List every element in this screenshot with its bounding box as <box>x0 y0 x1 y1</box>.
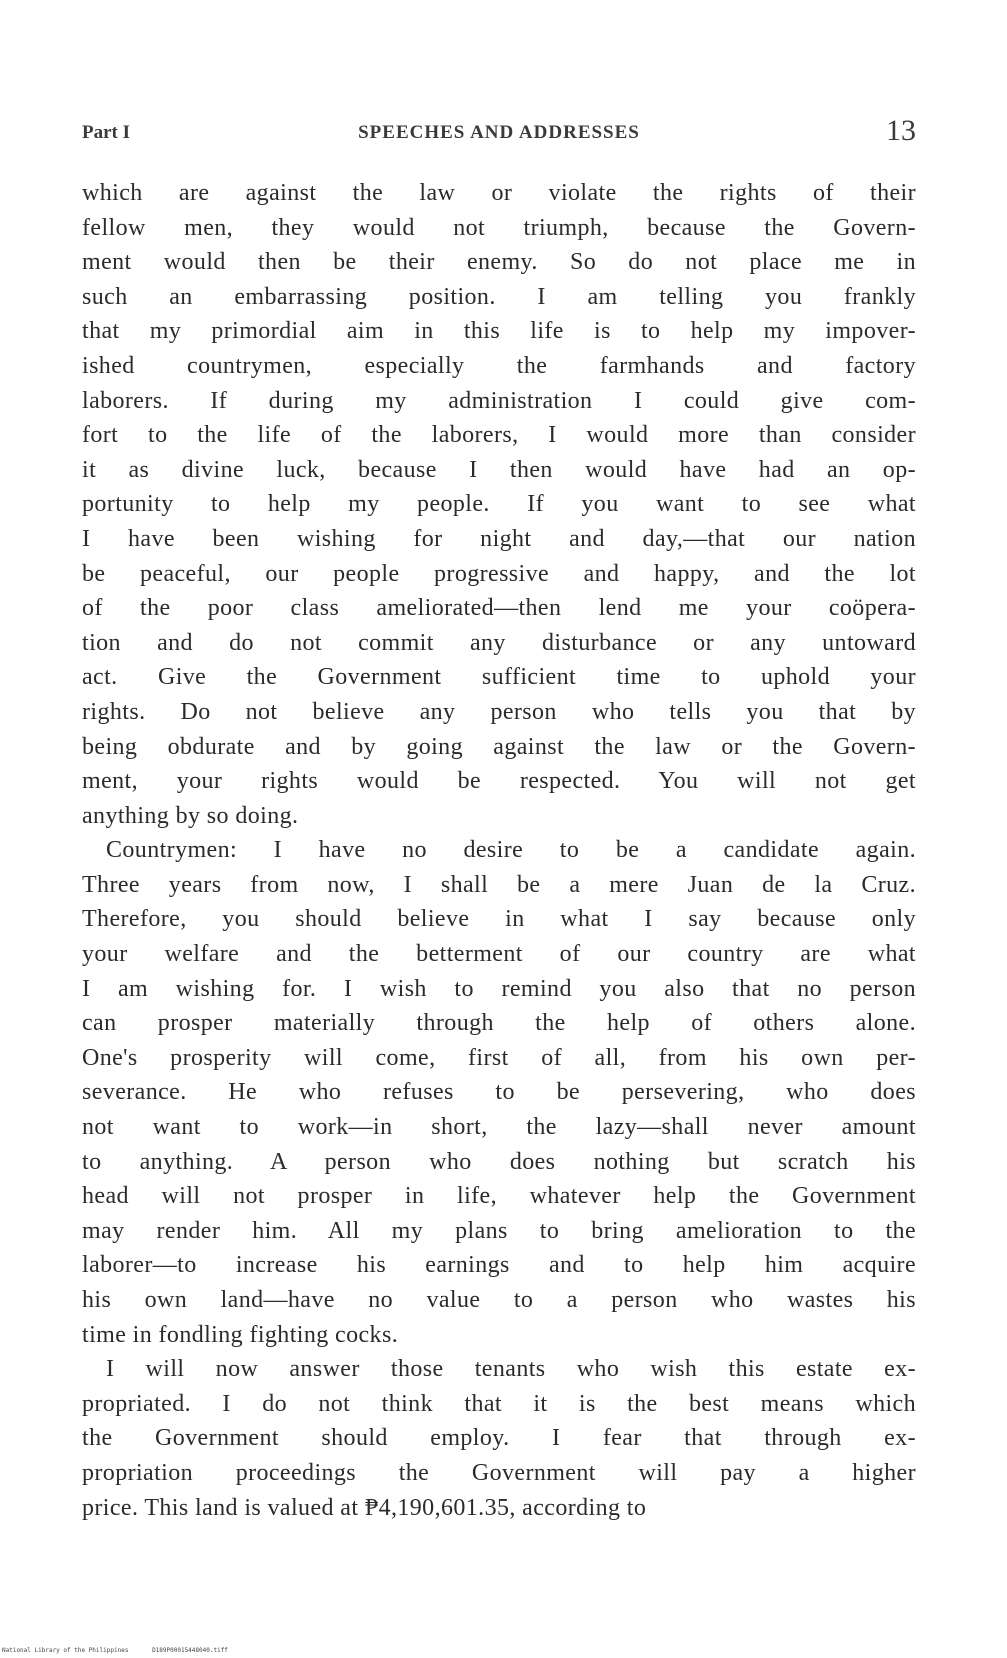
text-line: ment would then be their enemy. So do not place me in <box>82 249 916 276</box>
text-line: head will not prosper in life, whatever help the Government <box>82 1183 916 1210</box>
text-line: laborers. If during my administration I could give com- <box>82 387 916 414</box>
text-line: ment, your rights would be respected. You will not get <box>82 768 916 795</box>
text-line: of the poor class ameliorated—then lend me your coöpera- <box>82 595 916 622</box>
text-line: may render him. All my plans to bring amelioration to the <box>82 1217 916 1244</box>
scan-file-name: D189P00015448040.tiff <box>152 1647 228 1654</box>
scan-footer <box>2 1647 228 1654</box>
text-line: rights. Do not believe any person who tells you that by <box>82 698 916 725</box>
text-line: which are against the law or violate the rights of their <box>82 180 916 206</box>
text-line: One's prosperity will come, first of all, from his own per- <box>82 1044 916 1071</box>
text-line: propriation proceedings the Government will pay a higher <box>82 1459 916 1486</box>
text-line: ished countrymen, especially the farmhands and factory <box>82 352 916 379</box>
text-line: Therefore, you should believe in what I say because only <box>82 906 916 933</box>
text-line: portunity to help my people. If you want to see what <box>82 491 916 518</box>
text-line: be peaceful, our people progressive and happy, and the lot <box>82 560 916 587</box>
text-line: anything by so doing. <box>82 802 299 829</box>
text-line: such an embarrassing position. I am telling you frankly <box>82 283 916 310</box>
library-name: National Library of the Philippines <box>2 1647 129 1654</box>
text-line: fellow men, they would not triumph, because the Govern- <box>82 214 916 241</box>
text-line: being obdurate and by going against the law or the Govern- <box>82 733 916 760</box>
text-line: act. Give the Government sufficient time to uphold your <box>82 664 916 691</box>
running-title: SPEECHES AND ADDRESSES <box>358 122 640 143</box>
page-number: 13 <box>886 114 916 147</box>
paragraph <box>82 176 916 833</box>
part-label: Part I <box>82 122 131 143</box>
text-line: I have been wishing for night and day,—that our nation <box>82 525 916 552</box>
text-line: I will now answer those tenants who wish this estate ex- <box>106 1356 916 1383</box>
text-line: fort to the life of the laborers, I would more than consider <box>82 422 916 449</box>
text-line: your welfare and the betterment of our country are what <box>82 941 916 968</box>
text-line: price. This land is valued at ₱4,190,601.35, according to <box>82 1494 647 1521</box>
text-line: to anything. A person who does nothing but scratch his <box>82 1148 916 1175</box>
body-text <box>82 176 916 1525</box>
text-line: can prosper materially through the help of others alone. <box>82 1010 916 1037</box>
text-line: the Government should employ. I fear that through ex- <box>82 1425 916 1452</box>
page-header <box>82 114 916 154</box>
text-line: laborer—to increase his earnings and to help him acquire <box>82 1252 916 1279</box>
text-line: Three years from now, I shall be a mere Juan de la Cruz. <box>82 871 916 898</box>
text-line: that my primordial aim in this life is to help my impover- <box>82 318 916 345</box>
text-line: I am wishing for. I wish to remind you also that no person <box>82 975 916 1002</box>
paragraph <box>82 833 916 1352</box>
text-line: tion and do not commit any disturbance or any untoward <box>82 629 916 656</box>
text-line: propriated. I do not think that it is the best means which <box>82 1390 916 1417</box>
text-line: his own land—have no value to a person who wastes his <box>82 1287 916 1313</box>
text-line: time in fondling fighting cocks. <box>82 1321 399 1348</box>
text-line: Countrymen: I have no desire to be a candidate again. <box>106 837 916 864</box>
text-line: it as divine luck, because I then would have had an op- <box>82 456 916 483</box>
text-line: not want to work—in short, the lazy—shall never amount <box>82 1114 916 1141</box>
text-line: severance. He who refuses to be persevering, who does <box>82 1079 916 1106</box>
paragraph <box>82 1352 916 1525</box>
